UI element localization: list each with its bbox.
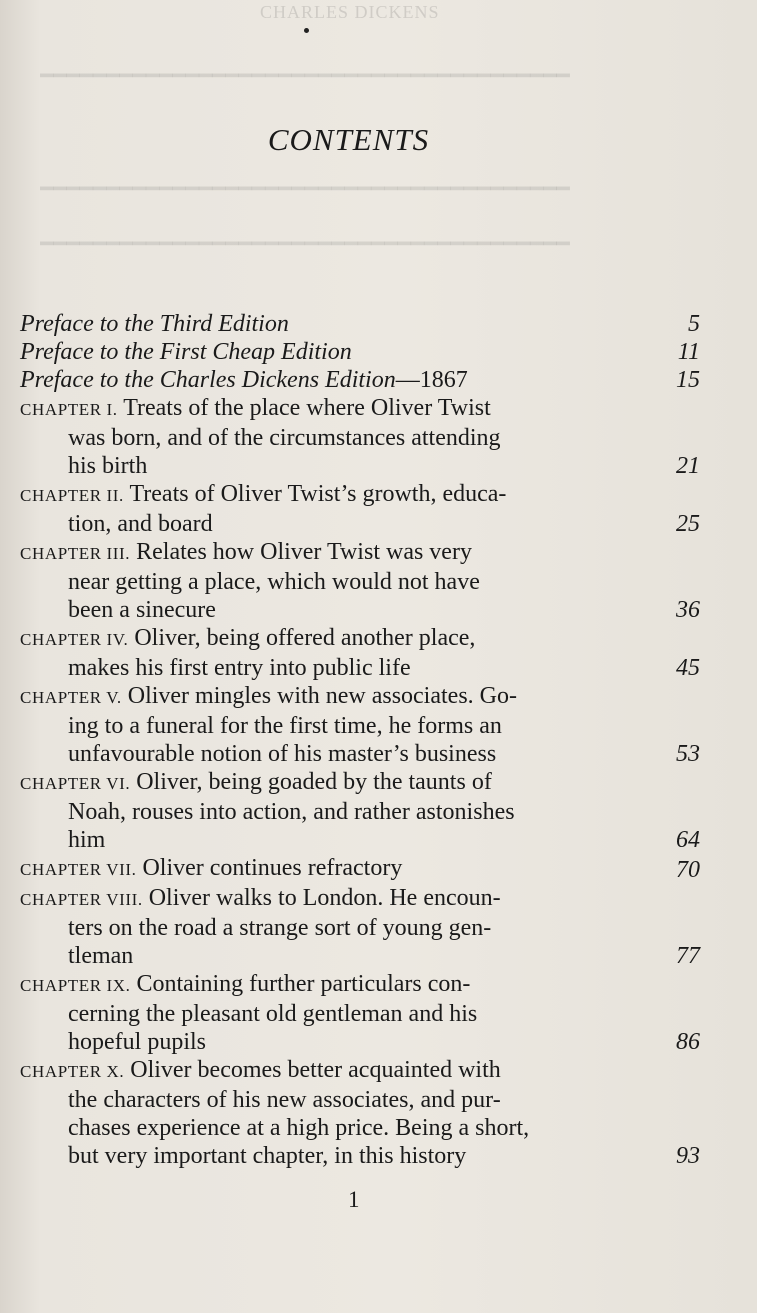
entry-line xyxy=(20,452,650,480)
entry-page-number: 25 xyxy=(676,511,700,537)
entry-page-number: 36 xyxy=(676,597,700,623)
entry-line xyxy=(20,682,650,712)
entry-text: Oliver mingles with new associates. Go- xyxy=(121,683,517,709)
entry-page-number: 70 xyxy=(676,857,700,883)
entry-text: Noah, rouses into action, and rather astonishes xyxy=(68,799,515,825)
entry-line xyxy=(20,568,650,596)
entry-text: Oliver walks to London. He encoun- xyxy=(142,885,501,911)
contents-title: CONTENTS xyxy=(267,122,430,157)
chapter-entry xyxy=(20,394,720,480)
entry-page-number: 15 xyxy=(676,367,700,393)
chapter-label: CHAPTER VI. xyxy=(20,774,131,793)
entry-line xyxy=(20,854,650,884)
entry-text: Containing further particulars con- xyxy=(130,971,471,997)
preface-entry xyxy=(20,338,720,366)
bleed-through-text: ━━━━━━━━━━━━━━━━━━━━━━━━━━━━━━━━━━━━━━━━ xyxy=(40,231,570,256)
preface-entry xyxy=(20,310,720,338)
chapter-label: CHAPTER I. xyxy=(20,400,118,419)
chapter-entry xyxy=(20,480,720,538)
entry-line xyxy=(20,798,650,826)
entry-line xyxy=(20,942,650,970)
entry-page-number: 86 xyxy=(676,1029,700,1055)
entry-line xyxy=(20,1056,650,1086)
entry-line xyxy=(20,310,650,338)
entry-text: hopeful pupils xyxy=(68,1029,206,1055)
entry-text: the characters of his new associates, and pur- xyxy=(68,1087,501,1113)
entry-page-number: 53 xyxy=(676,741,700,767)
entry-line xyxy=(20,1028,650,1056)
entry-text: tion, and board xyxy=(68,511,213,537)
chapter-entry xyxy=(20,768,720,854)
chapter-label: CHAPTER V. xyxy=(20,688,122,707)
entry-page-number: 5 xyxy=(688,311,700,337)
entry-line xyxy=(20,510,650,538)
entry-text: Oliver continues refractory xyxy=(136,855,403,881)
entry-text: chases experience at a high price. Being a short, xyxy=(68,1115,530,1141)
entry-text: near getting a place, which would not have xyxy=(68,569,480,595)
entry-text: ters on the road a strange sort of young gen- xyxy=(68,915,492,941)
entry-text: Oliver becomes better acquainted with xyxy=(124,1057,501,1083)
chapter-entry xyxy=(20,1056,720,1170)
entry-page-number: 77 xyxy=(676,943,700,969)
entry-text: Treats of the place where Oliver Twist xyxy=(117,395,491,421)
entry-text: his birth xyxy=(68,453,148,479)
chapter-entry xyxy=(20,970,720,1056)
chapter-label: CHAPTER II. xyxy=(20,486,124,505)
entry-text: him xyxy=(68,827,106,853)
entry-text: Oliver, being offered another place, xyxy=(128,625,476,651)
entry-line xyxy=(20,596,650,624)
entry-line xyxy=(20,712,650,740)
entry-text: Preface to the Third Edition xyxy=(20,311,289,337)
entry-text: tleman xyxy=(68,943,134,969)
entry-line xyxy=(20,826,650,854)
chapter-label: CHAPTER X. xyxy=(20,1062,125,1081)
entry-text: but very important chapter, in this history xyxy=(68,1143,467,1169)
chapter-label: CHAPTER IV. xyxy=(20,630,129,649)
entry-line xyxy=(20,884,650,914)
page-number: 1 xyxy=(348,1187,360,1212)
entry-page-number: 21 xyxy=(676,453,700,479)
entry-text: been a sinecure xyxy=(68,597,216,623)
entry-text: Oliver, being goaded by the taunts of xyxy=(130,769,492,795)
entry-text: makes his first entry into public life xyxy=(68,655,411,681)
entry-line xyxy=(20,1086,650,1114)
entry-text: Treats of Oliver Twist’s growth, educa- xyxy=(123,481,507,507)
entry-page-number: 93 xyxy=(676,1143,700,1169)
entry-line xyxy=(20,768,650,798)
entry-line xyxy=(20,1114,650,1142)
entry-text: Preface to the First Cheap Edition xyxy=(20,339,352,365)
entry-line xyxy=(20,338,650,366)
chapter-label: CHAPTER VIII. xyxy=(20,890,143,909)
entry-text: unfavourable notion of his master’s business xyxy=(68,741,497,767)
chapter-label: CHAPTER IX. xyxy=(20,976,131,995)
entry-text: Relates how Oliver Twist was very xyxy=(130,539,472,565)
entry-line xyxy=(20,424,650,452)
entry-line xyxy=(20,480,650,510)
entry-page-number: 11 xyxy=(677,339,700,365)
chapter-label: CHAPTER VII. xyxy=(20,860,137,879)
entry-line xyxy=(20,654,650,682)
chapter-entry xyxy=(20,624,720,682)
bleed-through-text: ━━━━━━━━━━━━━━━━━━━━━━━━━━━━━━━━━━━━━━━━ xyxy=(40,63,570,88)
chapter-entry xyxy=(20,682,720,768)
chapter-entry xyxy=(20,884,720,970)
chapter-label: CHAPTER III. xyxy=(20,544,131,563)
entry-line xyxy=(20,970,650,1000)
entry-line xyxy=(20,366,650,394)
edition-year: —1867 xyxy=(395,367,468,393)
entry-line xyxy=(20,740,650,768)
table-of-contents xyxy=(20,310,720,1170)
entry-text: ing to a funeral for the first time, he forms an xyxy=(68,713,502,739)
chapter-entry xyxy=(20,538,720,624)
entry-text: Preface to the Charles Dickens Edition xyxy=(20,367,396,393)
preface-entry xyxy=(20,366,720,394)
entry-line xyxy=(20,914,650,942)
chapter-entry xyxy=(20,854,720,884)
entry-page-number: 45 xyxy=(676,655,700,681)
entry-line xyxy=(20,624,650,654)
entry-line xyxy=(20,1000,650,1028)
entry-line xyxy=(20,1142,650,1170)
bleed-through-header: CHARLES DICKENS xyxy=(260,2,440,22)
bleed-through-text: ━━━━━━━━━━━━━━━━━━━━━━━━━━━━━━━━━━━━━━━━ xyxy=(40,176,570,201)
entry-line xyxy=(20,538,650,568)
entry-text: cerning the pleasant old gentleman and his xyxy=(68,1001,478,1027)
ink-dot xyxy=(304,28,309,33)
entry-page-number: 64 xyxy=(676,827,700,853)
entry-line xyxy=(20,394,650,424)
entry-text: was born, and of the circumstances attending xyxy=(68,425,501,451)
